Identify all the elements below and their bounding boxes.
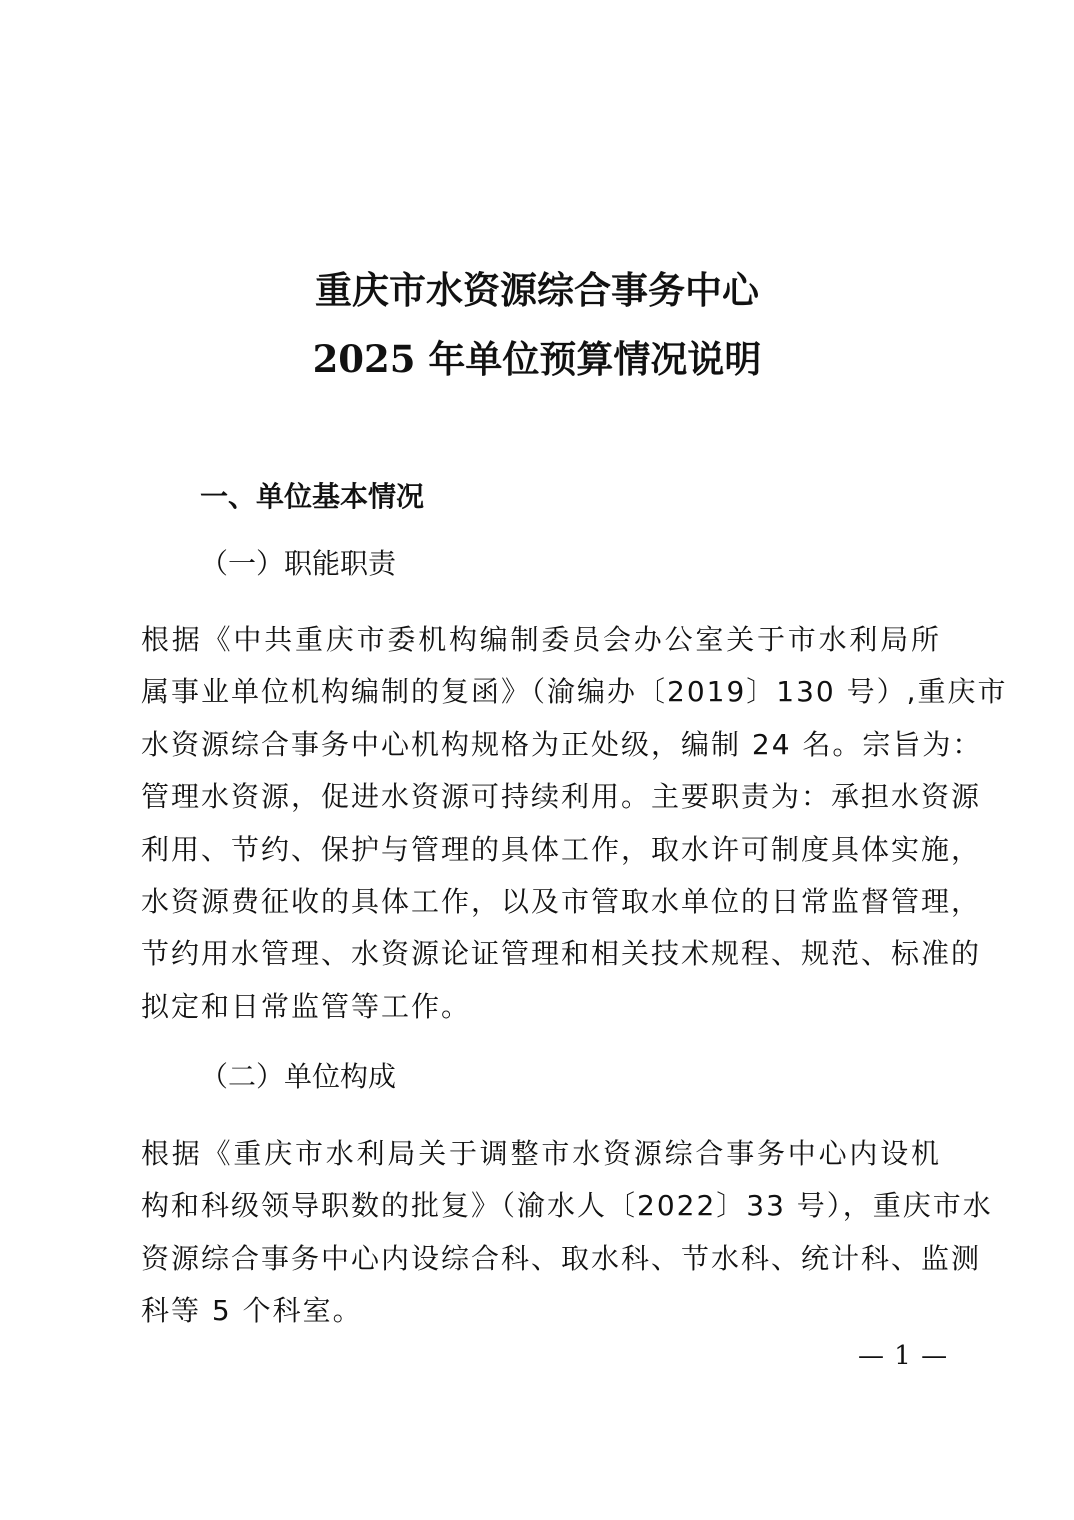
subsection-heading-composition: （二）单位构成 <box>200 1060 397 1093</box>
paragraph-line: 构和科级领导职数的批复》（渝水人〔2022〕33 号），重庆市水 <box>141 1189 993 1223</box>
paragraph-line: 资源综合事务中心内设综合科、取水科、节水科、统计科、监测 <box>141 1241 982 1275</box>
paragraph-line: 根据《中共重庆市委机构编制委员会办公室关于市水利局所 <box>141 623 941 656</box>
paragraph-line: 拟定和日常监管等工作。 <box>141 989 472 1023</box>
document-title-line-1: 重庆市水资源综合事务中心 <box>315 268 759 312</box>
paragraph-functions <box>141 614 1008 1033</box>
paragraph-line: 水资源综合事务中心机构规格为正处级，编制 24 名。宗旨为： <box>141 727 983 761</box>
page-number: — 1 — <box>858 1341 949 1371</box>
paragraph-line: 管理水资源，促进水资源可持续利用。主要职责为：承担水资源 <box>141 780 982 814</box>
paragraph-line: 根据《重庆市水利局关于调整市水资源综合事务中心内设机 <box>141 1137 941 1170</box>
section-heading-basic-info: 一、单位基本情况 <box>200 480 425 513</box>
paragraph-composition <box>141 1128 993 1338</box>
paragraph-line: 科等 5 个科室。 <box>141 1294 363 1328</box>
paragraph-line: 水资源费征收的具体工作，以及市管取水单位的日常监督管理， <box>141 885 982 919</box>
paragraph-line: 节约用水管理、水资源论证管理和相关技术规程、规范、标准的 <box>141 937 982 971</box>
subsection-heading-functions: （一）职能职责 <box>200 547 397 580</box>
paragraph-line: 利用、节约、保护与管理的具体工作，取水许可制度具体实施， <box>141 832 982 866</box>
paragraph-line: 属事业单位机构编制的复函》（渝编办〔2019〕130 号）,重庆市 <box>141 675 1008 709</box>
document-title-line-2: 2025 年单位预算情况说明 <box>312 337 762 381</box>
